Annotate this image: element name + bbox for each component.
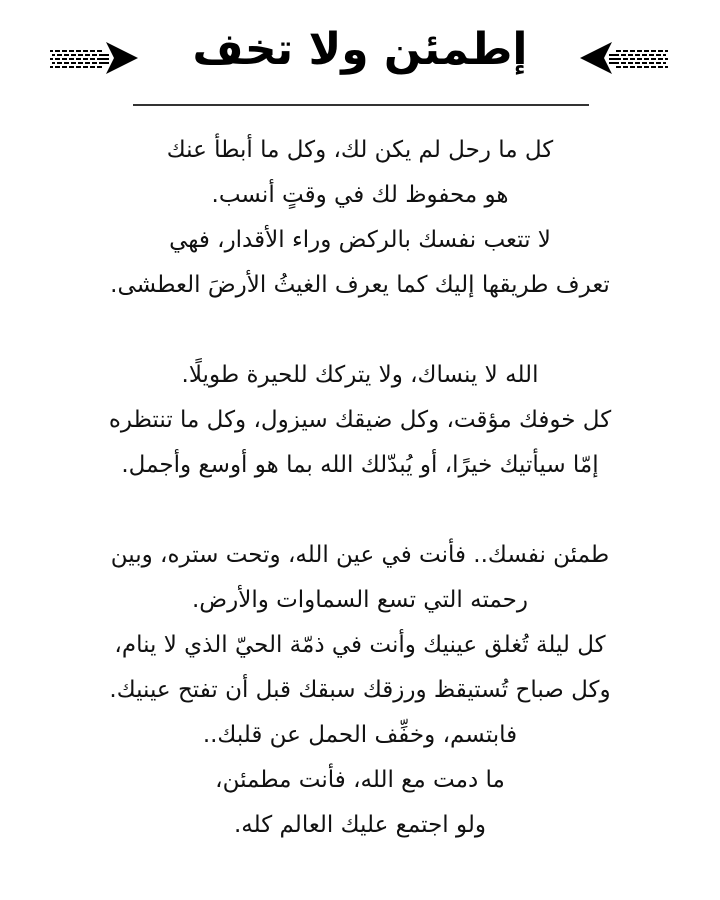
- title-divider: [133, 104, 589, 106]
- text-line: لا تتعب نفسك بالركض وراء الأقدار، فهي: [169, 227, 551, 253]
- body-text: [40, 128, 680, 848]
- text-line: الله لا ينساك، ولا يتركك للحيرة طويلًا.: [181, 362, 539, 388]
- text-line: ولو اجتمع عليك العالم كله.: [233, 812, 486, 838]
- text-line: طمئن نفسك.. فأنت في عين الله، وتحت ستره، وبين: [110, 542, 610, 568]
- paragraph-2: [40, 353, 680, 488]
- arrow-left-icon: [578, 40, 670, 76]
- paragraph-gap: [40, 308, 680, 353]
- text-line: تعرف طريقها إليك كما يعرف الغيثُ الأرضَ العطشى.: [110, 272, 610, 298]
- text-line: رحمته التي تسع السماوات والأرض.: [191, 587, 528, 613]
- text-line: فابتسم، وخفِّف الحمل عن قلبك..: [202, 722, 518, 748]
- text-line: هو محفوظ لك في وقتٍ أنسب.: [211, 182, 509, 208]
- text-line: إمّا سيأتيك خيرًا، أو يُبدّلك الله بما هو أوسع وأجمل.: [121, 452, 599, 478]
- page-title: إطمئن ولا تخف: [192, 24, 528, 75]
- header: [0, 18, 720, 88]
- arrow-right-icon: [48, 40, 140, 76]
- text-line: وكل صباح تُستيقظ ورزقك سبقك قبل أن تفتح عينيك.: [109, 677, 611, 703]
- text-line: كل ما رحل لم يكن لك، وكل ما أبطأ عنك: [166, 137, 554, 163]
- paragraph-3: [40, 533, 680, 848]
- text-line: ما دمت مع الله، فأنت مطمئن،: [215, 767, 505, 793]
- paragraph-1: [40, 128, 680, 308]
- paragraph-gap: [40, 488, 680, 533]
- text-line: كل خوفك مؤقت، وكل ضيقك سيزول، وكل ما تنتظره: [108, 407, 612, 433]
- text-line: كل ليلة تُغلق عينيك وأنت في ذمّة الحيّ الذي لا ينام،: [114, 632, 606, 658]
